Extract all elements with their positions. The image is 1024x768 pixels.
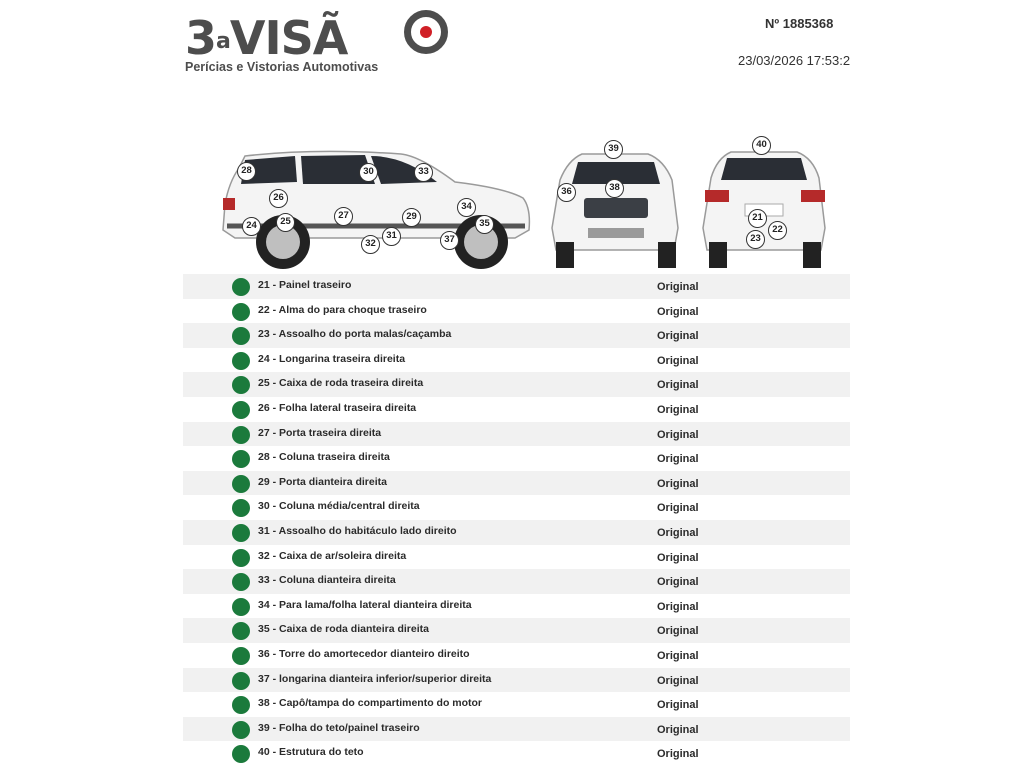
table-row xyxy=(183,618,850,643)
status-dot-icon xyxy=(232,426,250,444)
item-status: Original xyxy=(657,477,699,490)
table-row xyxy=(183,471,850,496)
status-dot-icon xyxy=(232,549,250,567)
item-status: Original xyxy=(657,453,699,466)
item-label: 22 - Alma do para choque traseiro xyxy=(258,303,427,316)
item-label: 24 - Longarina traseira direita xyxy=(258,352,406,365)
table-row xyxy=(183,323,850,348)
diagram-marker: 39 xyxy=(604,140,623,159)
table-row xyxy=(183,348,850,373)
table-row xyxy=(183,692,850,717)
item-status: Original xyxy=(657,576,699,589)
status-dot-icon xyxy=(232,721,250,739)
item-status: Original xyxy=(657,600,699,613)
diagram-marker: 38 xyxy=(605,179,624,198)
item-label: 23 - Assoalho do porta malas/caçamba xyxy=(258,328,452,341)
table-row xyxy=(183,717,850,742)
status-dot-icon xyxy=(232,672,250,690)
table-row xyxy=(183,446,850,471)
status-dot-icon xyxy=(232,647,250,665)
table-row xyxy=(183,741,850,766)
item-label: 31 - Assoalho do habitáculo lado direito xyxy=(258,524,457,537)
item-label: 40 - Estrutura do teto xyxy=(258,746,364,759)
table-row xyxy=(183,545,850,570)
table-row xyxy=(183,495,850,520)
status-dot-icon xyxy=(232,475,250,493)
diagram-marker: 31 xyxy=(382,227,401,246)
item-status: Original xyxy=(657,699,699,712)
item-status: Original xyxy=(657,379,699,392)
status-dot-icon xyxy=(232,401,250,419)
item-status: Original xyxy=(657,305,699,318)
diagram-marker: 34 xyxy=(457,198,476,217)
item-label: 36 - Torre do amortecedor dianteiro direito xyxy=(258,647,470,660)
status-dot-icon xyxy=(232,376,250,394)
item-status: Original xyxy=(657,551,699,564)
status-dot-icon xyxy=(232,622,250,640)
item-label: 34 - Para lama/folha lateral dianteira direita xyxy=(258,598,472,611)
diagram-marker: 37 xyxy=(440,231,459,250)
inspection-items-table xyxy=(183,274,850,766)
item-status: Original xyxy=(657,526,699,539)
item-status: Original xyxy=(657,674,699,687)
item-label: 38 - Capô/tampa do compartimento do motor xyxy=(258,697,483,710)
vehicle-diagram xyxy=(215,128,855,273)
item-status: Original xyxy=(657,748,699,761)
table-row xyxy=(183,643,850,668)
table-row xyxy=(183,372,850,397)
status-dot-icon xyxy=(232,303,250,321)
logo-target-icon xyxy=(404,10,448,54)
item-status: Original xyxy=(657,502,699,515)
item-label: 35 - Caixa de roda dianteira direita xyxy=(258,623,429,636)
table-row xyxy=(183,274,850,299)
diagram-marker: 30 xyxy=(359,163,378,182)
table-row xyxy=(183,397,850,422)
table-row xyxy=(183,520,850,545)
status-dot-icon xyxy=(232,499,250,517)
status-dot-icon xyxy=(232,327,250,345)
item-label: 21 - Painel traseiro xyxy=(258,279,352,291)
item-status: Original xyxy=(657,625,699,638)
table-row xyxy=(183,594,850,619)
report-date: 23/03/2026 17:53:2 xyxy=(738,53,850,68)
status-dot-icon xyxy=(232,278,250,296)
diagram-marker: 29 xyxy=(402,208,421,227)
item-status: Original xyxy=(657,330,699,343)
logo-tagline: Perícias e Vistorias Automotivas xyxy=(185,60,379,74)
diagram-marker: 25 xyxy=(276,213,295,232)
status-dot-icon xyxy=(232,524,250,542)
table-row xyxy=(183,422,850,447)
table-row xyxy=(183,668,850,693)
table-row xyxy=(183,299,850,324)
report-number: Nº 1885368 xyxy=(765,16,834,31)
item-label: 30 - Coluna média/central direita xyxy=(258,500,420,513)
item-label: 37 - longarina dianteira inferior/superior direita xyxy=(258,672,492,685)
diagram-marker: 27 xyxy=(334,207,353,226)
item-label: 39 - Folha do teto/painel traseiro xyxy=(258,721,420,734)
diagram-marker: 21 xyxy=(748,209,767,228)
diagram-marker: 32 xyxy=(361,235,380,254)
diagram-marker: 28 xyxy=(237,162,256,181)
item-label: 29 - Porta dianteira direita xyxy=(258,475,387,488)
item-status: Original xyxy=(657,281,699,293)
item-status: Original xyxy=(657,723,699,736)
status-dot-icon xyxy=(232,745,250,763)
item-label: 26 - Folha lateral traseira direita xyxy=(258,401,417,414)
diagram-marker: 33 xyxy=(414,163,433,182)
logo-wordmark: 3$^a$VISÃ xyxy=(185,11,348,65)
item-status: Original xyxy=(657,649,699,662)
diagram-marker: 35 xyxy=(475,215,494,234)
diagram-marker: 40 xyxy=(752,136,771,155)
status-dot-icon xyxy=(232,450,250,468)
diagram-marker: 26 xyxy=(269,189,288,208)
status-dot-icon xyxy=(232,573,250,591)
item-status: Original xyxy=(657,428,699,441)
item-label: 28 - Coluna traseira direita xyxy=(258,451,390,464)
item-label: 33 - Coluna dianteira direita xyxy=(258,574,396,587)
table-row xyxy=(183,569,850,594)
status-dot-icon xyxy=(232,352,250,370)
status-dot-icon xyxy=(232,696,250,714)
item-label: 25 - Caixa de roda traseira direita xyxy=(258,377,424,390)
item-status: Original xyxy=(657,403,699,416)
diagram-marker: 23 xyxy=(746,230,765,249)
diagram-marker: 36 xyxy=(557,183,576,202)
diagram-marker: 22 xyxy=(768,221,787,240)
item-label: 32 - Caixa de ar/soleira direita xyxy=(258,549,407,562)
diagram-marker: 24 xyxy=(242,217,261,236)
item-label: 27 - Porta traseira direita xyxy=(258,426,382,439)
status-dot-icon xyxy=(232,598,250,616)
item-status: Original xyxy=(657,354,699,367)
